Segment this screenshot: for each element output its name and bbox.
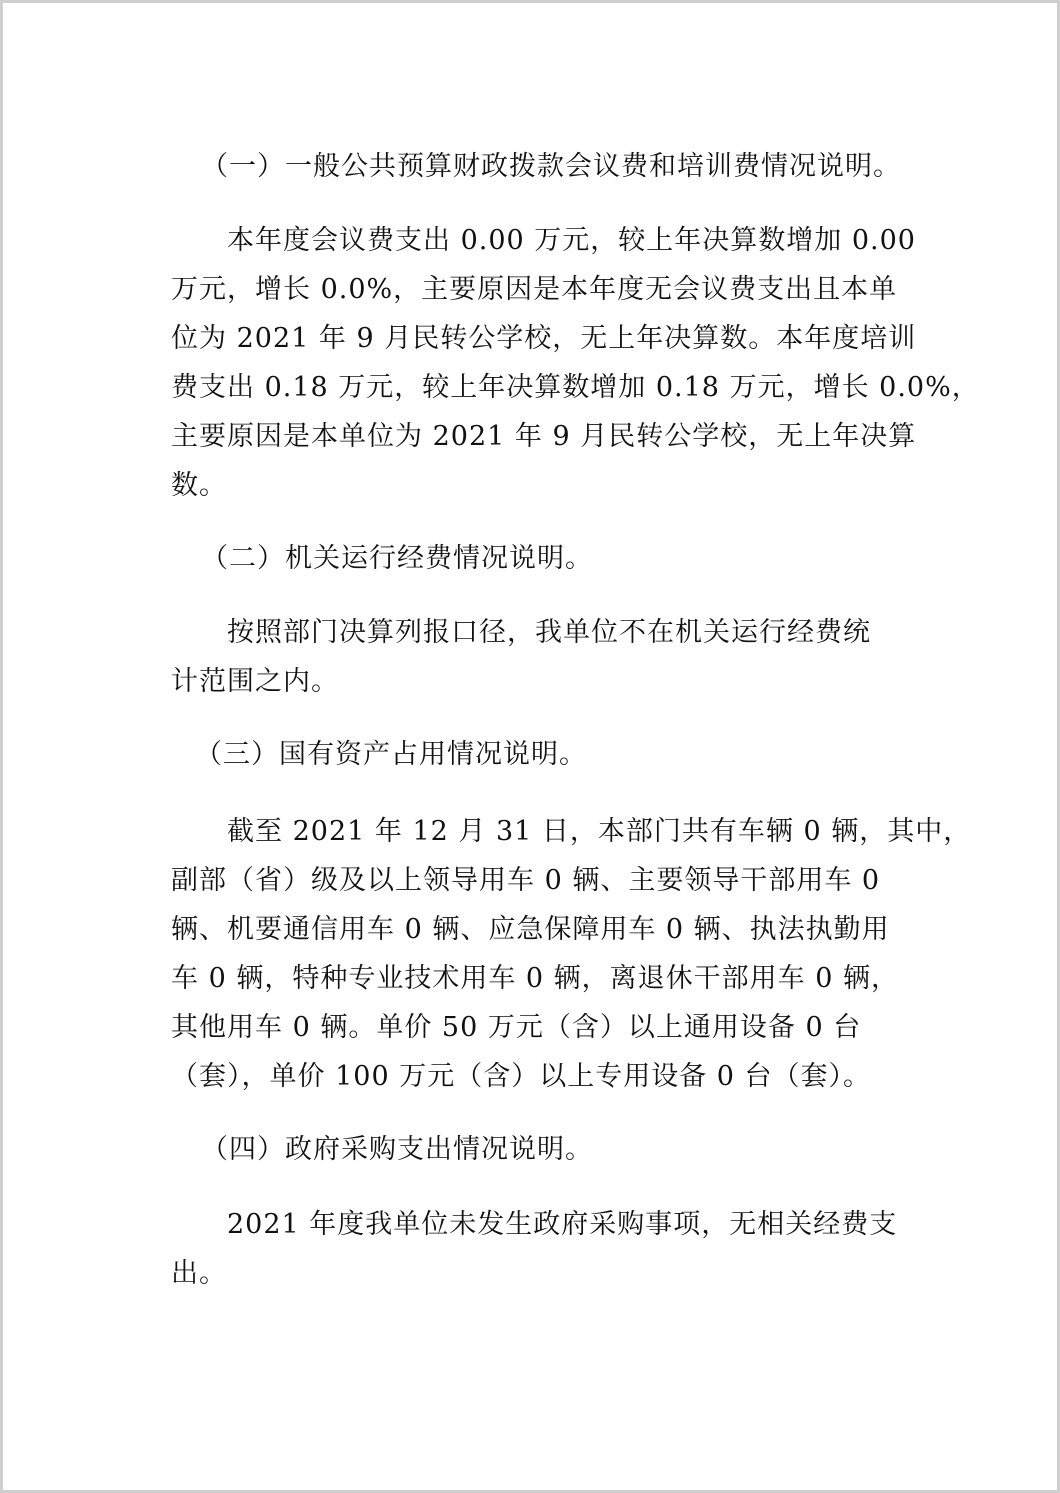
section-1 [171,142,919,191]
section-3-body [171,807,972,1101]
section-2 [171,534,919,583]
paragraph-line: 辆、机要通信用车 0 辆、应急保障用车 0 辆、执法执勤用 [171,914,890,945]
paragraph-line: 费支出 0.18 万元，较上年决算数增加 0.18 万元，增长 0.0%， [171,372,980,403]
section-2-body [171,608,919,706]
section-heading: （一）一般公共预算财政拨款会议费和培训费情况说明。 [201,151,901,182]
section-3 [171,730,919,779]
section-heading: （三）国有资产占用情况说明。 [195,739,587,770]
paragraph-line: （套），单价 100 万元（含）以上专用设备 0 台（套）。 [171,1061,872,1092]
section-1-body [171,216,980,510]
section-heading: （四）政府采购支出情况说明。 [201,1134,593,1165]
paragraph-line: 按照部门决算列报口径，我单位不在机关运行经费统 [227,617,871,648]
paragraph-line: 副部（省）级及以上领导用车 0 辆、主要领导干部用车 0 [171,865,881,896]
paragraph-line: 截至 2021 年 12 月 31 日，本部门共有车辆 0 辆，其中， [227,816,972,847]
paragraph-line: 其他用车 0 辆。单价 50 万元（含）以上通用设备 0 台 [171,1012,862,1043]
paragraph-line: 车 0 辆，特种专业技术用车 0 辆，离退休干部用车 0 辆， [171,963,900,994]
section-4-body [171,1200,919,1298]
paragraph-line: 万元，增长 0.0%，主要原因是本年度无会议费支出且本单 [171,274,898,305]
paragraph-line: 本年度会议费支出 0.00 万元，较上年决算数增加 0.00 [227,225,916,256]
paragraph-line: 2021 年度我单位未发生政府采购事项，无相关经费支 [227,1209,898,1240]
paragraph-line: 计范围之内。 [171,666,339,697]
paragraph-line: 数。 [171,470,227,501]
paragraph-line: 主要原因是本单位为 2021 年 9 月民转公学校，无上年决算 [171,421,917,452]
section-heading: （二）机关运行经费情况说明。 [201,543,593,574]
paragraph-line: 位为 2021 年 9 月民转公学校，无上年决算数。本年度培训 [171,323,917,354]
paragraph-line: 出。 [171,1258,227,1289]
section-4 [171,1125,919,1174]
